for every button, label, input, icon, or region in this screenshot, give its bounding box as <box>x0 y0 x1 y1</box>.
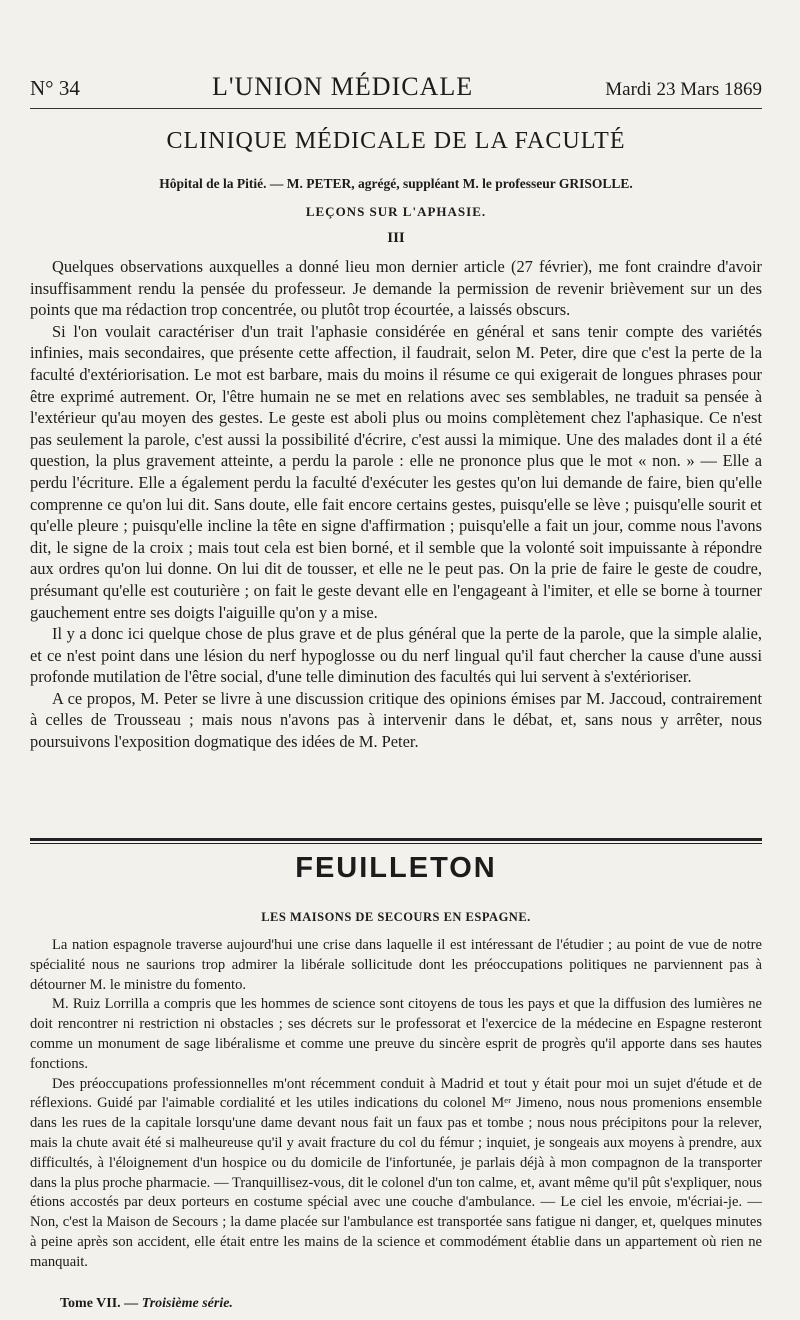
part-number: III <box>387 230 405 246</box>
article-body <box>30 256 762 753</box>
article-paragraph: Il y a donc ici quelque chose de plus grave et de plus général que la perte de la parole, que la simple alalie, et ce n'est point dans une lésion du nerf hypoglosse ou du nerf lingual qu'il faut chercher la cause d'une aussi profonde mutilation de l'être social, d'une telle diminution des facultés qui lui servent à s'extérioriser. <box>30 624 762 687</box>
feuilleton-title: LES MAISONS DE SECOURS EN ESPAGNE. <box>261 910 531 924</box>
feuilleton-heading: FEUILLETON <box>295 852 497 884</box>
lecture-title: LEÇONS SUR L'APHASIE. <box>305 204 487 219</box>
footer-volume: Tome VII. — <box>60 1296 139 1311</box>
article-paragraph: Si l'on voulait caractériser d'un trait l'aphasie considérée en général et sans tenir compte des variétés infinies, mais secondaires, que présente cette affection, il faudrait, selon M. Peter, dire que c'est la perte de la faculté d'extériorisation. Le mot est barbare, mais du moins il résume ce qui exigerait de longues phrases pour être exprimé autrement. Or, l'être humain ne se met en relations avec ses semblables, ne traduit sa pensée à l'extérieur qu'au moyen des gestes. Le geste est aboli plus ou moins complètement chez l'aphasique. Ce n'est pas seulement la parole, c'est aussi la possibilité d'écrire, c'est aussi la mimique. Une des malades dont il a été question, la plus gravement atteinte, a perdu la parole : elle ne prononce plus que le mot « non. » — Elle a perdu l'écriture. Elle a également perdu la faculté d'exécuter les gestes qu'on lui demande de faire, bien qu'elle comprenne ce qu'on lui dit. Sans doute, elle fait encore certains gestes, puisqu'elle se lève ; puisqu'elle sourit et qu'elle pleure ; puisqu'elle incline la tête en signe d'affirmation ; puisqu'elle a fait un jour, comme nous l'avons dit, le signe de la croix ; mais tout cela est bien borné, et il semble que la volonté soit impuissante à répondre aux ordres qu'on lui donne. On lui dit de tousser, et elle ne le peut pas. On la prie de faire le geste de coudre, présumant qu'elle est couturière ; on fait le geste devant elle en l'engageant à l'imiter, et elle se borne à tourner gauchement entre ses doigts l'aiguille qu'on y a mise. <box>30 321 762 622</box>
article-byline: Hôpital de la Pitié. — M. PETER, agrégé, suppléant M. le professeur GRISOLLE. <box>159 176 633 191</box>
header-rule <box>30 108 762 109</box>
article-paragraph: Quelques observations auxquelles a donné lieu mon dernier article (27 février), me font craindre d'avoir insuffisamment rendu la pensée du professeur. Je demande la permission de revenir brièvement sur un des points que ma rédaction trop concentrée, ou plutôt trop écourtée, a laissés obscurs. <box>30 257 762 320</box>
issue-date: Mardi 23 Mars 1869 <box>605 79 762 100</box>
page-footer <box>60 1296 762 1312</box>
page-header <box>30 72 762 106</box>
feuilleton-paragraph: M. Ruiz Lorrilla a compris que les hommes de science sont citoyens de tous les pays et que la diffusion des lumières ne doit rencontrer ni restriction ni obstacles ; ses décrets sur le professorat et l'exercice de la médecine en Espagne resteront comme un monument de sage libéralisme et comme une preuve du sincère esprit de progrès qu'il apporte dans ses hautes fonctions. <box>30 996 762 1072</box>
issue-number: N° 34 <box>30 76 80 100</box>
footer-series: Troisième série. <box>141 1296 233 1311</box>
section-divider-thin <box>30 843 762 844</box>
article-paragraph: A ce propos, M. Peter se livre à une discussion critique des opinions émises par M. Jaccoud, contrairement à celles de Trousseau ; mais nous n'avons pas à intervenir dans le débat, et, sans nous y arrêter, nous poursuivons l'exposition dogmatique des idées de M. Peter. <box>30 688 762 752</box>
feuilleton-paragraph: Des préoccupations professionnelles m'ont récemment conduit à Madrid et tout y était pour moi un sujet d'étude et de réflexions. Guidé par l'aimable cordialité et les utiles indications du colonel Mᵉʳ Jimeno, nous nous promenions ensemble dans les rues de la capitale lorsqu'une dame devant nous fait un faux pas et tombe ; nous nous précipitons pour la relever, mais la chute avait été si malheureuse qu'il y avait fracture du col du fémur ; inquiet, je songeais aux moyens à prendre, aux difficultés, à l'éloignement d'un hospice ou du domicile de l'infortunée, je parlais déjà à mon compagnon de la transporter dans la plus proche pharmacie. — Tranquillisez-vous, dit le colonel d'un ton calme, et, avant même qu'il pût s'expliquer, nous étions accostés par deux porteurs en costume spécial avec une couche d'ambulance. — Le ciel les envoie, m'écriai-je. — Non, c'est la Maison de Secours ; la dame placée sur l'ambulance est transportée sans fatigue ni danger, et, quelques minutes à peine après son accident, elle était entre les mains de la science et commodément établie dans un appartement où rien ne manquait. <box>30 1075 762 1270</box>
section-title: CLINIQUE MÉDICALE DE LA FACULTÉ <box>166 128 626 154</box>
section-divider <box>30 838 762 841</box>
journal-title: L'UNION MÉDICALE <box>211 72 474 101</box>
feuilleton-paragraph: La nation espagnole traverse aujourd'hui une crise dans laquelle il est intéressant de l'étudier ; au point de vue de notre spécialité nous ne saurions trop admirer la libérale sollicitude dont les préoccupations politiques ne parviennent pas à détourner M. le ministre du fomento. <box>30 937 762 993</box>
feuilleton-body <box>30 936 762 1273</box>
footer-series-info <box>60 1296 233 1312</box>
